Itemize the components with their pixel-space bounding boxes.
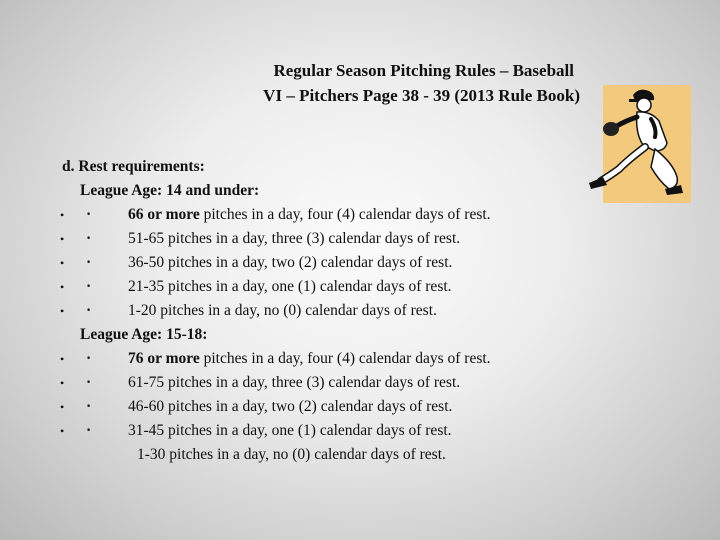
pitch-range: 46-60 bbox=[128, 398, 165, 415]
bullet: • bbox=[60, 400, 65, 414]
rule-line bbox=[0, 395, 600, 419]
rule-text bbox=[128, 395, 452, 419]
rule-detail: pitches in a day, four (4) calendar days of rest. bbox=[199, 350, 491, 367]
dot-bullet: · bbox=[86, 398, 92, 415]
rule-detail: pitches in a day, three (3) calendar days of rest. bbox=[164, 374, 461, 391]
rule-text bbox=[128, 251, 452, 275]
rule-detail: pitches in a day, one (1) calendar days of rest. bbox=[164, 278, 452, 295]
title-line-2: VI – Pitchers Page 38 - 39 (2013 Rule Book) bbox=[263, 86, 580, 105]
rule-text bbox=[128, 419, 452, 443]
pitch-range: 1-30 bbox=[137, 446, 166, 463]
rule-line bbox=[0, 299, 600, 323]
bullet: • bbox=[60, 352, 65, 366]
dot-bullet: · bbox=[86, 374, 92, 391]
rule-detail: pitches in a day, two (2) calendar days of rest. bbox=[164, 398, 453, 415]
pitch-range: 51-65 bbox=[128, 230, 165, 247]
bullet: • bbox=[60, 280, 65, 294]
group-label-14-under: League Age: 14 and under: bbox=[80, 182, 260, 199]
pitch-range: 66 or more bbox=[128, 206, 200, 223]
title-line-1: Regular Season Pitching Rules – Baseball bbox=[273, 61, 574, 80]
rule-detail: pitches in a day, no (0) calendar days of rest. bbox=[165, 446, 446, 463]
dot-bullet: · bbox=[86, 278, 92, 295]
pitch-range: 1-20 bbox=[128, 302, 157, 319]
rule-detail: pitches in a day, two (2) calendar days of rest. bbox=[164, 254, 453, 271]
rule-line bbox=[0, 371, 600, 395]
rule-line-last bbox=[0, 443, 600, 467]
pitch-range: 61-75 bbox=[128, 374, 165, 391]
dot-bullet: · bbox=[86, 350, 92, 367]
dot-bullet: · bbox=[86, 302, 92, 319]
bullet: • bbox=[60, 304, 65, 318]
bullet: • bbox=[60, 376, 65, 390]
rule-line bbox=[0, 275, 600, 299]
bullet: • bbox=[60, 256, 65, 270]
baseball-pitcher-icon bbox=[585, 85, 691, 203]
rule-line bbox=[0, 227, 600, 251]
rule-detail: pitches in a day, one (1) calendar days of rest. bbox=[164, 422, 452, 439]
pitch-range: 36-50 bbox=[128, 254, 165, 271]
rule-text bbox=[128, 299, 437, 323]
dot-bullet: · bbox=[86, 422, 92, 439]
rule-text bbox=[128, 275, 452, 299]
rule-detail: pitches in a day, no (0) calendar days of rest. bbox=[156, 302, 437, 319]
bullet: • bbox=[60, 208, 65, 222]
pitch-range: 31-45 bbox=[128, 422, 165, 439]
group-label-15-18: League Age: 15-18: bbox=[80, 326, 208, 343]
rule-text bbox=[128, 347, 491, 371]
section-heading: d. Rest requirements: bbox=[62, 158, 205, 175]
pitch-range: 76 or more bbox=[128, 350, 200, 367]
bullet: • bbox=[60, 232, 65, 246]
pitch-range: 21-35 bbox=[128, 278, 165, 295]
rule-detail: pitches in a day, three (3) calendar days of rest. bbox=[164, 230, 461, 247]
rule-detail: pitches in a day, four (4) calendar days of rest. bbox=[199, 206, 491, 223]
rules-content bbox=[0, 155, 600, 467]
dot-bullet: · bbox=[86, 254, 92, 271]
dot-bullet: · bbox=[86, 230, 92, 247]
rule-line bbox=[0, 251, 600, 275]
rule-line bbox=[0, 347, 600, 371]
bullet: • bbox=[60, 424, 65, 438]
rule-line bbox=[0, 419, 600, 443]
rule-text bbox=[128, 371, 460, 395]
slide-title bbox=[150, 58, 580, 108]
rule-text bbox=[137, 443, 446, 467]
rule-text bbox=[128, 227, 460, 251]
rule-line bbox=[0, 203, 600, 227]
dot-bullet: · bbox=[86, 206, 92, 223]
rule-text bbox=[128, 203, 491, 227]
